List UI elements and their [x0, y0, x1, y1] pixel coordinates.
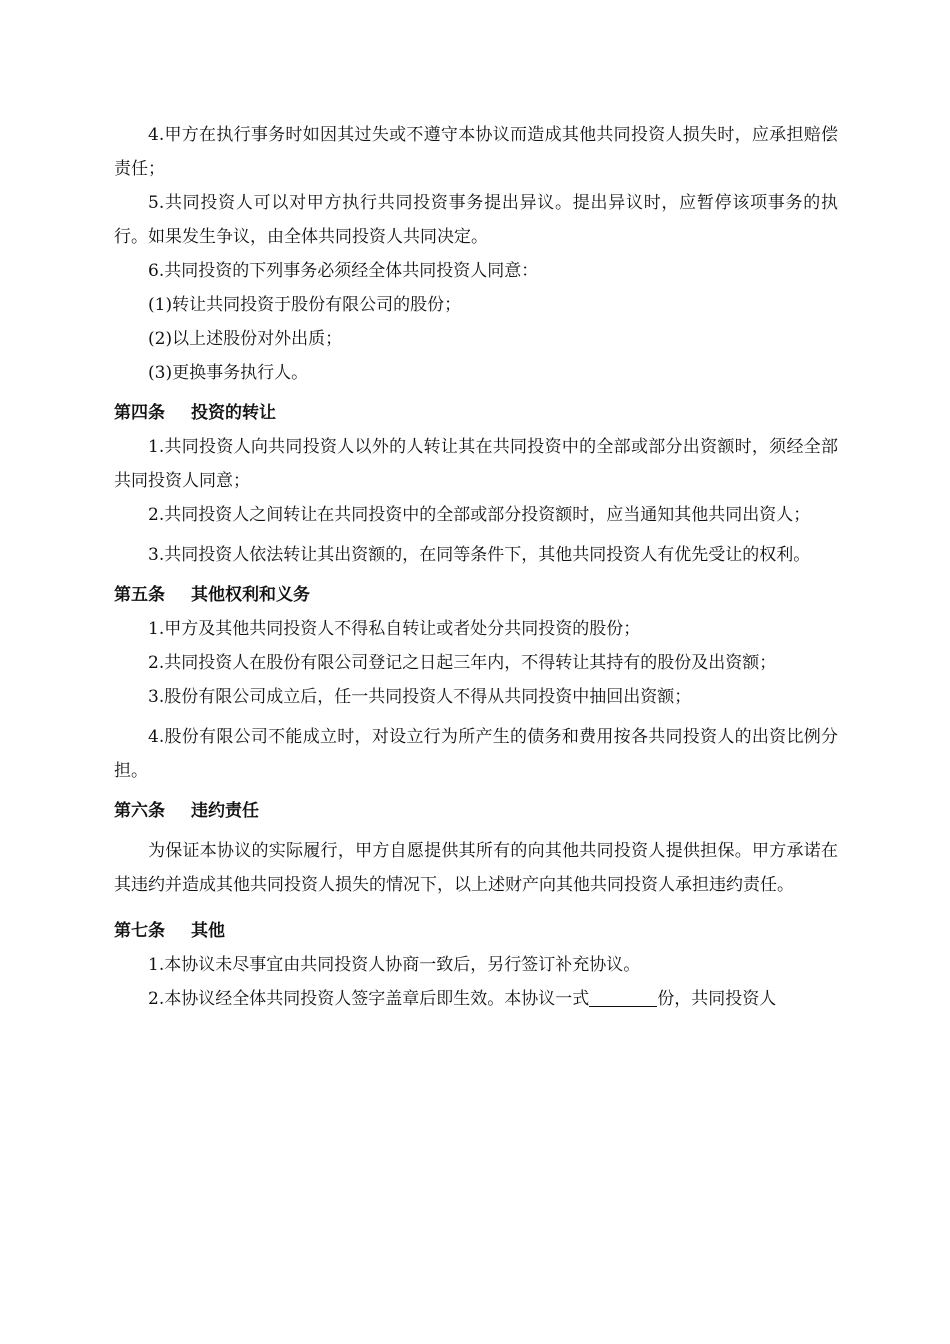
clause-4-item-2: 2.共同投资人之间转让在共同投资中的全部或部分投资额时，应当通知其他共同出资人；: [148, 505, 811, 525]
section-4-number: 第四条: [114, 403, 165, 423]
document-body: [114, 118, 838, 1016]
section-7-number: 第七条: [114, 921, 165, 941]
clause-7-item-2-tail: 份，共同投资人: [657, 989, 777, 1009]
section-4-title: 投资的转让: [191, 403, 276, 423]
copies-blank-field: [589, 988, 657, 1007]
clause-3-subitem-3: (3)更换事务执行人。: [148, 363, 309, 383]
section-6-number: 第六条: [114, 801, 165, 821]
clause-3-item-4: 4.甲方在执行事务时如因其过失或不遵守本协议而造成其他共同投资人损失时，应承担赔偿责任；: [114, 125, 838, 179]
clause-5-item-1: 1.甲方及其他共同投资人不得私自转让或者处分共同投资的股份；: [148, 619, 641, 639]
clause-4-item-3: 3.共同投资人依法转让其出资额的，在同等条件下，其他共同投资人有优先受让的权利。: [148, 545, 811, 565]
section-5-number: 第五条: [114, 585, 165, 605]
clause-7-item-2: [114, 982, 838, 1016]
clause-5-item-4: 4.股份有限公司不能成立时，对设立行为所产生的债务和费用按各共同投资人的出资比例分担。: [114, 727, 838, 781]
section-7-title: 其他: [191, 921, 225, 941]
section-6-heading: [114, 794, 838, 828]
clause-5-item-3: 3.股份有限公司成立后，任一共同投资人不得从共同投资中抽回出资额；: [148, 687, 692, 707]
clause-3-item-6: 6.共同投资的下列事务必须经全体共同投资人同意：: [148, 261, 539, 281]
clause-3-subitem-2: (2)以上述股份对外出质；: [148, 329, 343, 349]
section-7-heading: [114, 914, 838, 948]
section-5-title: 其他权利和义务: [191, 585, 310, 605]
clause-7-item-2-text: 2.本协议经全体共同投资人签字盖章后即生效。本协议一式: [148, 989, 590, 1009]
clause-7-item-1: 1.本协议未尽事宜由共同投资人协商一致后，另行签订补充协议。: [148, 955, 641, 975]
clause-4-item-1: 1.共同投资人向共同投资人以外的人转让其在共同投资中的全部或部分出资额时，须经全部共同投资人同意；: [114, 437, 838, 491]
section-6-title: 违约责任: [191, 801, 259, 821]
clause-5-item-2: 2.共同投资人在股份有限公司登记之日起三年内，不得转让其持有的股份及出资额；: [148, 653, 777, 673]
section-4-heading: [114, 396, 838, 430]
section-5-heading: [114, 578, 838, 612]
clause-6-body: 为保证本协议的实际履行，甲方自愿提供其所有的向其他共同投资人提供担保。甲方承诺在其违约并造成其他共同投资人损失的情况下，以上述财产向其他共同投资人承担违约责任。: [114, 841, 838, 895]
clause-3-subitem-1: (1)转让共同投资于股份有限公司的股份；: [148, 295, 462, 315]
clause-3-item-5: 5.共同投资人可以对甲方执行共同投资事务提出异议。提出异议时，应暂停该项事务的执行。如果发生争议，由全体共同投资人共同决定。: [114, 193, 838, 247]
